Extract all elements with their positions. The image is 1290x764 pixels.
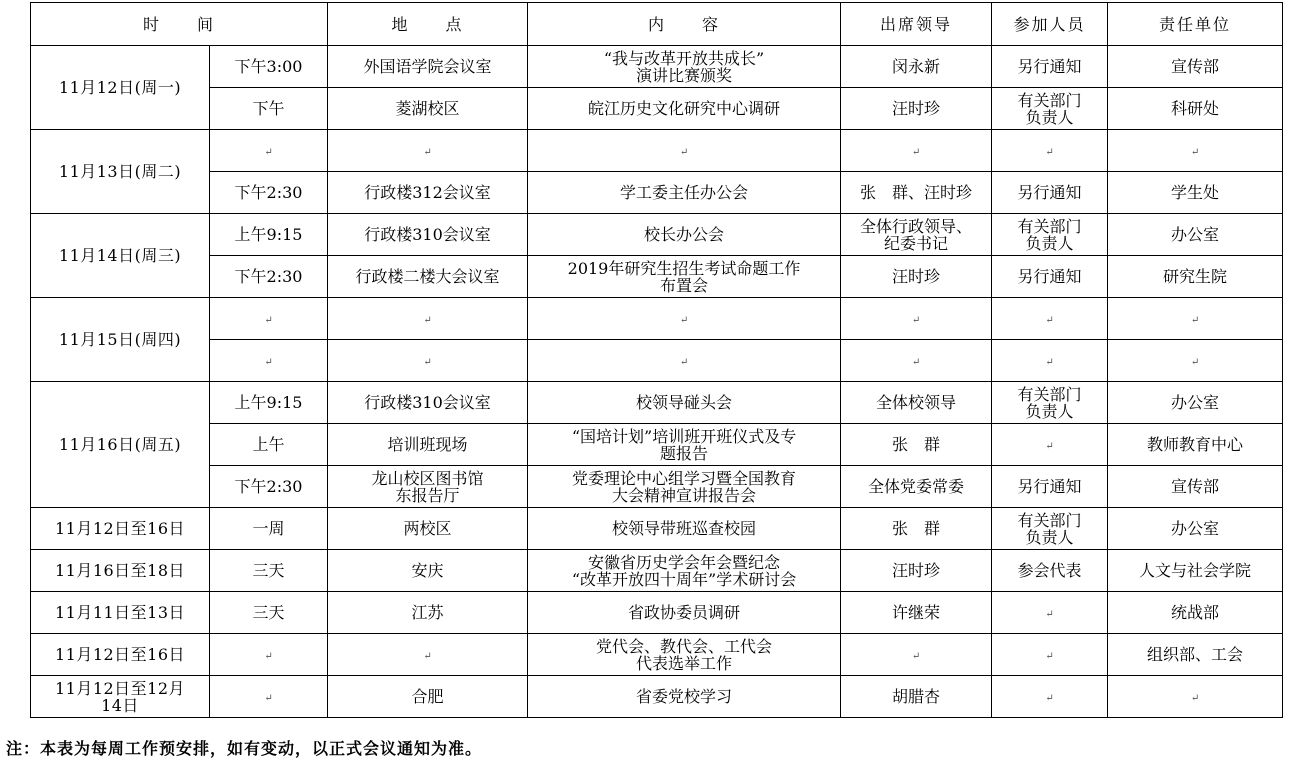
unit-cell: 办公室 <box>1108 382 1283 424</box>
content-cell: “我与改革开放共成长” 演讲比赛颁奖 <box>528 46 841 88</box>
paragraph-mark: ↵ <box>264 356 273 368</box>
table-row <box>31 298 1283 340</box>
unit-cell <box>1108 298 1283 340</box>
attendees-cell: 有关部门 负责人 <box>992 508 1108 550</box>
date-cell: 11月12日至16日 <box>31 634 210 676</box>
table-row <box>31 130 1283 172</box>
schedule-body <box>31 46 1283 718</box>
leader-cell: 汪时珍 <box>841 256 992 298</box>
time-cell: 下午 <box>210 88 328 130</box>
place-cell: 合肥 <box>328 676 528 718</box>
time-cell: 下午2:30 <box>210 172 328 214</box>
content-cell: 校领导碰头会 <box>528 382 841 424</box>
time-cell: 上午9:15 <box>210 382 328 424</box>
paragraph-mark: ↵ <box>1045 608 1054 620</box>
leader-cell: 汪时珍 <box>841 550 992 592</box>
attendees-cell: 另行通知 <box>992 172 1108 214</box>
table-row <box>31 172 1283 214</box>
attendees-cell: 有关部门 负责人 <box>992 214 1108 256</box>
attendees-cell: 另行通知 <box>992 256 1108 298</box>
unit-cell <box>1108 340 1283 382</box>
paragraph-mark: ↵ <box>1045 440 1054 452</box>
table-row <box>31 256 1283 298</box>
table-row <box>31 424 1283 466</box>
time-cell <box>210 298 328 340</box>
unit-cell: 组织部、工会 <box>1108 634 1283 676</box>
unit-cell: 宣传部 <box>1108 466 1283 508</box>
leader-cell: 汪时珍 <box>841 88 992 130</box>
attendees-cell: 另行通知 <box>992 466 1108 508</box>
footnote: 注：本表为每周工作预安排，如有变动，以正式会议通知为准。 <box>6 739 483 758</box>
place-cell <box>328 298 528 340</box>
schedule-table <box>30 2 1283 718</box>
leader-cell: 全体党委常委 <box>841 466 992 508</box>
content-cell: 学工委主任办公会 <box>528 172 841 214</box>
unit-cell: 办公室 <box>1108 214 1283 256</box>
table-row <box>31 550 1283 592</box>
table-row <box>31 214 1283 256</box>
leader-cell <box>841 634 992 676</box>
content-cell <box>528 130 841 172</box>
header-leader: 出席领导 <box>841 3 992 46</box>
attendees-cell <box>992 634 1108 676</box>
time-cell <box>210 340 328 382</box>
place-cell: 行政楼312会议室 <box>328 172 528 214</box>
header-row <box>31 3 1283 46</box>
unit-cell: 科研处 <box>1108 88 1283 130</box>
place-cell: 龙山校区图书馆 东报告厅 <box>328 466 528 508</box>
paragraph-mark: ↵ <box>1045 146 1054 158</box>
table-row <box>31 466 1283 508</box>
place-cell: 两校区 <box>328 508 528 550</box>
place-cell: 行政楼310会议室 <box>328 382 528 424</box>
place-cell: 行政楼二楼大会议室 <box>328 256 528 298</box>
paragraph-mark: ↵ <box>264 146 273 158</box>
content-cell: 党代会、教代会、工代会 代表选举工作 <box>528 634 841 676</box>
unit-cell: 宣传部 <box>1108 46 1283 88</box>
time-cell <box>210 130 328 172</box>
date-cell: 11月13日(周二) <box>31 130 210 214</box>
date-cell: 11月12日至12月 14日 <box>31 676 210 718</box>
leader-cell: 许继荣 <box>841 592 992 634</box>
time-cell: 三天 <box>210 550 328 592</box>
table-row <box>31 634 1283 676</box>
content-cell: 党委理论中心组学习暨全国教育 大会精神宣讲报告会 <box>528 466 841 508</box>
unit-cell: 研究生院 <box>1108 256 1283 298</box>
time-cell: 上午9:15 <box>210 214 328 256</box>
unit-cell: 人文与社会学院 <box>1108 550 1283 592</box>
attendees-cell: 另行通知 <box>992 46 1108 88</box>
attendees-cell <box>992 340 1108 382</box>
leader-cell <box>841 340 992 382</box>
date-cell: 11月11日至13日 <box>31 592 210 634</box>
paragraph-mark: ↵ <box>679 314 689 326</box>
paragraph-mark: ↵ <box>264 650 273 662</box>
paragraph-mark: ↵ <box>264 692 273 704</box>
place-cell: 江苏 <box>328 592 528 634</box>
header-unit: 责任单位 <box>1108 3 1283 46</box>
header-attendees: 参加人员 <box>992 3 1108 46</box>
content-cell: 皖江历史文化研究中心调研 <box>528 88 841 130</box>
content-cell: 省委党校学习 <box>528 676 841 718</box>
content-cell: 校领导带班巡查校园 <box>528 508 841 550</box>
attendees-cell <box>992 676 1108 718</box>
date-cell: 11月15日(周四) <box>31 298 210 382</box>
leader-cell: 闵永新 <box>841 46 992 88</box>
unit-cell <box>1108 130 1283 172</box>
unit-cell: 学生处 <box>1108 172 1283 214</box>
table-row <box>31 46 1283 88</box>
header-content: 内 容 <box>528 3 841 46</box>
time-cell: 下午2:30 <box>210 256 328 298</box>
place-cell <box>328 340 528 382</box>
date-cell: 11月16日至18日 <box>31 550 210 592</box>
paragraph-mark: ↵ <box>1045 692 1054 704</box>
content-cell <box>528 340 841 382</box>
paragraph-mark: ↵ <box>1190 692 1200 704</box>
place-cell <box>328 634 528 676</box>
place-cell: 安庆 <box>328 550 528 592</box>
header-place: 地 点 <box>328 3 528 46</box>
leader-cell: 全体校领导 <box>841 382 992 424</box>
unit-cell: 教师教育中心 <box>1108 424 1283 466</box>
paragraph-mark: ↵ <box>1045 356 1054 368</box>
leader-cell: 张 群、汪时珍 <box>841 172 992 214</box>
place-cell: 菱湖校区 <box>328 88 528 130</box>
content-cell: 校长办公会 <box>528 214 841 256</box>
content-cell: 安徽省历史学会年会暨纪念 “改革开放四十周年”学术研讨会 <box>528 550 841 592</box>
paragraph-mark: ↵ <box>423 650 432 662</box>
time-cell: 一周 <box>210 508 328 550</box>
paragraph-mark: ↵ <box>679 356 689 368</box>
time-cell: 三天 <box>210 592 328 634</box>
content-cell: 省政协委员调研 <box>528 592 841 634</box>
time-cell <box>210 676 328 718</box>
attendees-cell <box>992 130 1108 172</box>
date-cell: 11月12日至16日 <box>31 508 210 550</box>
attendees-cell <box>992 298 1108 340</box>
leader-cell: 张 群 <box>841 508 992 550</box>
leader-cell: 张 群 <box>841 424 992 466</box>
time-cell: 下午3:00 <box>210 46 328 88</box>
place-cell: 行政楼310会议室 <box>328 214 528 256</box>
paragraph-mark: ↵ <box>1045 314 1054 326</box>
date-cell: 11月16日(周五) <box>31 382 210 508</box>
leader-cell <box>841 130 992 172</box>
time-cell: 下午2:30 <box>210 466 328 508</box>
paragraph-mark: ↵ <box>911 314 921 326</box>
place-cell: 培训班现场 <box>328 424 528 466</box>
paragraph-mark: ↵ <box>423 314 432 326</box>
attendees-cell: 参会代表 <box>992 550 1108 592</box>
paragraph-mark: ↵ <box>423 146 432 158</box>
leader-cell <box>841 298 992 340</box>
header-time: 时 间 <box>31 3 328 46</box>
leader-cell: 胡腊杏 <box>841 676 992 718</box>
unit-cell: 统战部 <box>1108 592 1283 634</box>
table-row <box>31 88 1283 130</box>
place-cell <box>328 130 528 172</box>
paragraph-mark: ↵ <box>423 356 432 368</box>
time-cell: 上午 <box>210 424 328 466</box>
content-cell: 2019年研究生招生考试命题工作 布置会 <box>528 256 841 298</box>
table-row <box>31 676 1283 718</box>
time-cell <box>210 634 328 676</box>
table-row <box>31 340 1283 382</box>
paragraph-mark: ↵ <box>911 650 921 662</box>
paragraph-mark: ↵ <box>1190 314 1200 326</box>
paragraph-mark: ↵ <box>911 356 921 368</box>
paragraph-mark: ↵ <box>1045 650 1054 662</box>
table-row <box>31 508 1283 550</box>
attendees-cell: 有关部门 负责人 <box>992 88 1108 130</box>
content-cell: “国培计划”培训班开班仪式及专 题报告 <box>528 424 841 466</box>
table-row <box>31 592 1283 634</box>
table-row <box>31 382 1283 424</box>
paragraph-mark: ↵ <box>911 146 921 158</box>
place-cell: 外国语学院会议室 <box>328 46 528 88</box>
unit-cell <box>1108 676 1283 718</box>
attendees-cell: 有关部门 负责人 <box>992 382 1108 424</box>
date-cell: 11月14日(周三) <box>31 214 210 298</box>
paragraph-mark: ↵ <box>1190 356 1200 368</box>
paragraph-mark: ↵ <box>679 146 689 158</box>
unit-cell: 办公室 <box>1108 508 1283 550</box>
content-cell <box>528 298 841 340</box>
paragraph-mark: ↵ <box>1190 146 1200 158</box>
paragraph-mark: ↵ <box>264 314 273 326</box>
leader-cell: 全体行政领导、 纪委书记 <box>841 214 992 256</box>
attendees-cell <box>992 424 1108 466</box>
date-cell: 11月12日(周一) <box>31 46 210 130</box>
attendees-cell <box>992 592 1108 634</box>
